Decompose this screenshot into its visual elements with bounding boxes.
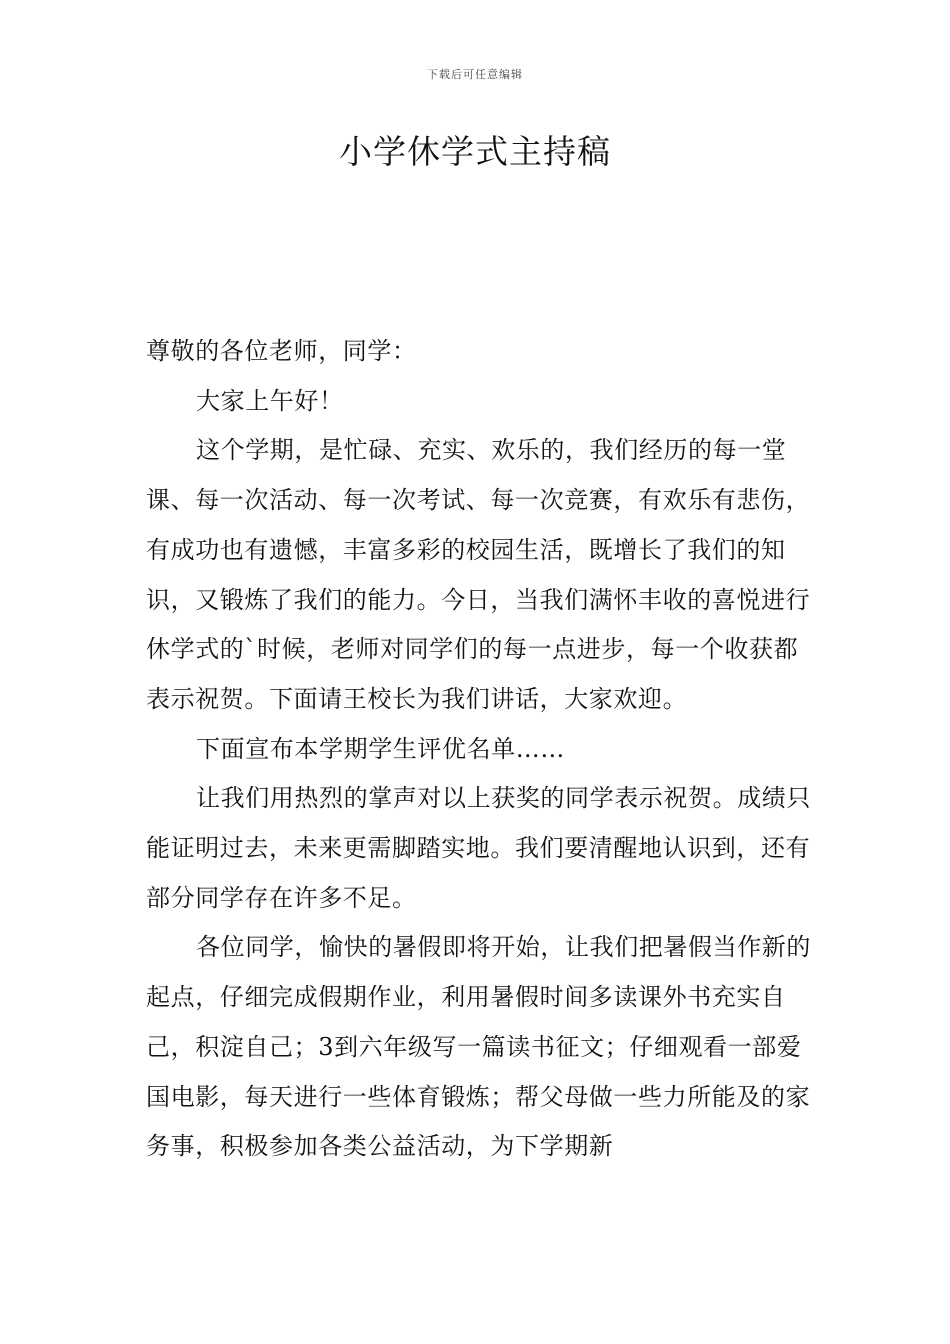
body-paragraph: 让我们用热烈的掌声对以上获奖的同学表示祝贺。成绩只能证明过去，未来更需脚踏实地。我们要清醒地认识到，还有部分同学存在许多不足。: [146, 784, 811, 912]
document-title: 小学休学式主持稿: [339, 132, 611, 171]
greeting-paragraph: 大家上午好！: [196, 386, 344, 415]
body-paragraph: 这个学期，是忙碌、充实、欢乐的，我们经历的每一堂课、每一次活动、每一次考试、每一次竞赛，有欢乐有悲伤，有成功也有遗憾，丰富多彩的校园生活，既增长了我们的知识，又锻炼了我们的能力。今日，当我们满怀丰收的喜悦进行休学式的`时候，老师对同学们的每一点进步，每一个收获都表示祝贺。下面请王校长为我们讲话，大家欢迎。: [146, 436, 811, 713]
header-note: 下载后可任意编辑: [427, 68, 523, 81]
document-body: [146, 327, 816, 1172]
salutation-paragraph: 尊敬的各位老师，同学：: [146, 337, 417, 365]
body-paragraph: 下面宣布本学期学生评优名单……: [196, 734, 565, 763]
body-paragraph: 各位同学，愉快的暑假即将开始，让我们把暑假当作新的起点，仔细完成假期作业，利用暑假时间多读课外书充实自己，积淀自己；3到六年级写一篇读书征文；仔细观看一部爱国电影，每天进行一些体育锻炼；帮父母做一些力所能及的家务事，积极参加各类公益活动，为下学期新: [146, 933, 811, 1161]
